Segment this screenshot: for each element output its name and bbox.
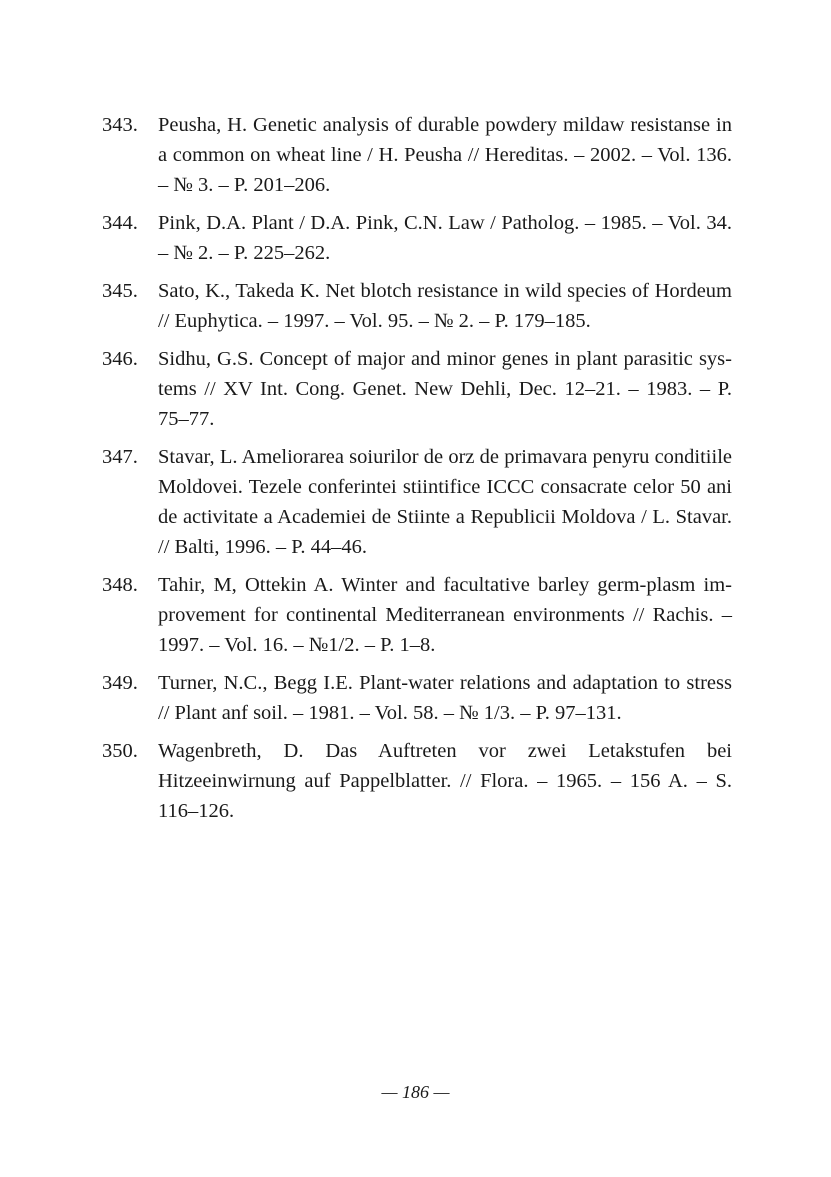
reference-text: Sato, K., Takeda K. Net blotch resistance in wild species of Hordeum // Euphytica. – 1997. – Vol. 95. – № 2. – P. 179–185. [158, 280, 732, 332]
reference-number: 350. [102, 740, 138, 762]
reference-text: Tahir, M, Ottekin A. Winter and facultative barley germ-plasm improvement for continental Mediterranean environments // Rachis. – 1997. – Vol. 16. – №1/2. – P. 1–8. [158, 574, 732, 656]
page-number: — 186 — [381, 1082, 450, 1102]
reference-number: 349. [102, 672, 138, 694]
reference-item [102, 736, 732, 826]
reference-number: 347. [102, 446, 138, 468]
reference-number: 348. [102, 574, 138, 596]
reference-text: Turner, N.C., Begg I.E. Plant-water relations and adaptation to stress // Plant anf soil. – 1981. – Vol. 58. – № 1/3. – P. 97–131. [158, 672, 732, 724]
reference-item [102, 570, 732, 660]
reference-item [102, 110, 732, 200]
reference-list [102, 110, 732, 834]
reference-item [102, 668, 732, 728]
reference-item [102, 208, 732, 268]
reference-item [102, 276, 732, 336]
reference-text: Stavar, L. Ameliorarea soiurilor de orz de primavara penyru conditiile Moldovei. Tezele conferintei stiintifice ICCC consacrate celor 50 ani de activitate a Academiei de Stiinte a Republicii Moldova / L. Stavar. // Balti, 1996. – P. 44–46. [158, 446, 732, 558]
reference-item [102, 442, 732, 562]
reference-number: 344. [102, 212, 138, 234]
reference-number: 346. [102, 348, 138, 370]
reference-text: Peusha, H. Genetic analysis of durable powdery mildaw resistanse in a common on wheat line / H. Peusha // Hereditas. – 2002. – Vol. 136. – № 3. – P. 201–206. [158, 114, 732, 196]
reference-item [102, 344, 732, 434]
reference-text: Wagenbreth, D. Das Auftreten vor zwei Letakstufen bei Hitzeeinwirnung auf Pappelblatter. // Flora. – 1965. – 156 A. – S. 116–126. [158, 740, 732, 822]
reference-text: Sidhu, G.S. Concept of major and minor genes in plant parasitic systems // XV Int. Cong. Genet. New Dehli, Dec. 12–21. – 1983. – P. 75–77. [158, 348, 732, 430]
reference-text: Pink, D.A. Plant / D.A. Pink, C.N. Law / Patholog. – 1985. – Vol. 34. – № 2. – P. 225–262. [158, 212, 732, 264]
reference-number: 345. [102, 280, 138, 302]
reference-number: 343. [102, 114, 138, 136]
